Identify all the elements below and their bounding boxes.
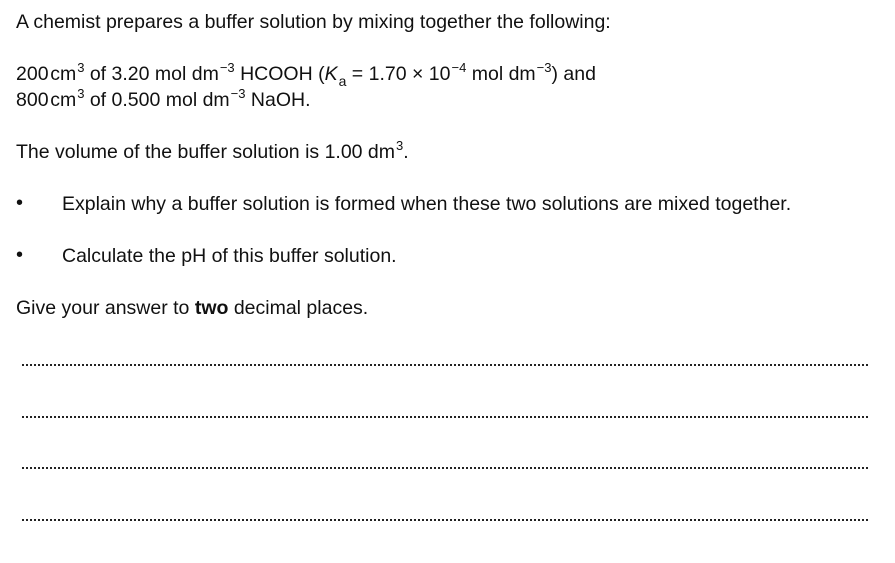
answer-line-3[interactable] [22, 467, 868, 469]
ka-unit: mol dm [466, 63, 536, 85]
solution-1-volume-unit: cm [50, 63, 77, 85]
solution-1-line [16, 62, 596, 88]
solution-2-line [16, 88, 311, 114]
instruction-bold: two [194, 297, 229, 319]
instruction [16, 296, 368, 320]
instruction-pre: Give your answer to [16, 297, 195, 319]
question-intro: A chemist prepares a buffer solution by mixing together the following: [16, 11, 611, 33]
bullet-explain-buffer: Explain why a buffer solution is formed when these two solutions are mixed together. [62, 193, 792, 215]
solution-1-concentration: of 3.20 mol dm [84, 63, 219, 85]
solution-2-concentration: of 0.500 mol dm [84, 89, 230, 111]
solution-2-volume: 800 [16, 89, 49, 111]
solution-1-volume: 200 [16, 63, 49, 85]
solution-2-volume-unit: cm [50, 89, 77, 111]
ka-symbol: K [324, 63, 338, 85]
solution-1-volume-unit-power: 3 [77, 60, 85, 75]
solution-2-concentration-power: −3 [230, 86, 246, 101]
answer-line-4[interactable] [22, 519, 868, 521]
bullet-calculate-ph: Calculate the pH of this buffer solution. [62, 245, 397, 267]
answer-line-1[interactable] [22, 364, 868, 366]
volume-statement-end: . [403, 141, 409, 163]
ka-unit-power: −3 [536, 60, 552, 75]
volume-statement [16, 140, 409, 166]
solution-1-concentration-power: −3 [219, 60, 235, 75]
solution-2-species: NaOH. [245, 89, 311, 111]
instruction-post: decimal places. [228, 297, 369, 319]
solution-1-species: HCOOH ( [234, 63, 325, 85]
ka-value: = 1.70 × 10 [346, 63, 451, 85]
bullet-icon: • [16, 192, 24, 214]
bullet-icon: • [16, 244, 24, 266]
solution-2-volume-unit-power: 3 [77, 86, 85, 101]
volume-statement-text: The volume of the buffer solution is 1.00 dm [16, 141, 396, 163]
ka-subscript: a [338, 73, 347, 89]
answer-line-2[interactable] [22, 416, 868, 418]
volume-statement-power: 3 [396, 138, 404, 153]
solution-1-tail: ) and [551, 63, 596, 85]
ka-power: −4 [451, 60, 467, 75]
